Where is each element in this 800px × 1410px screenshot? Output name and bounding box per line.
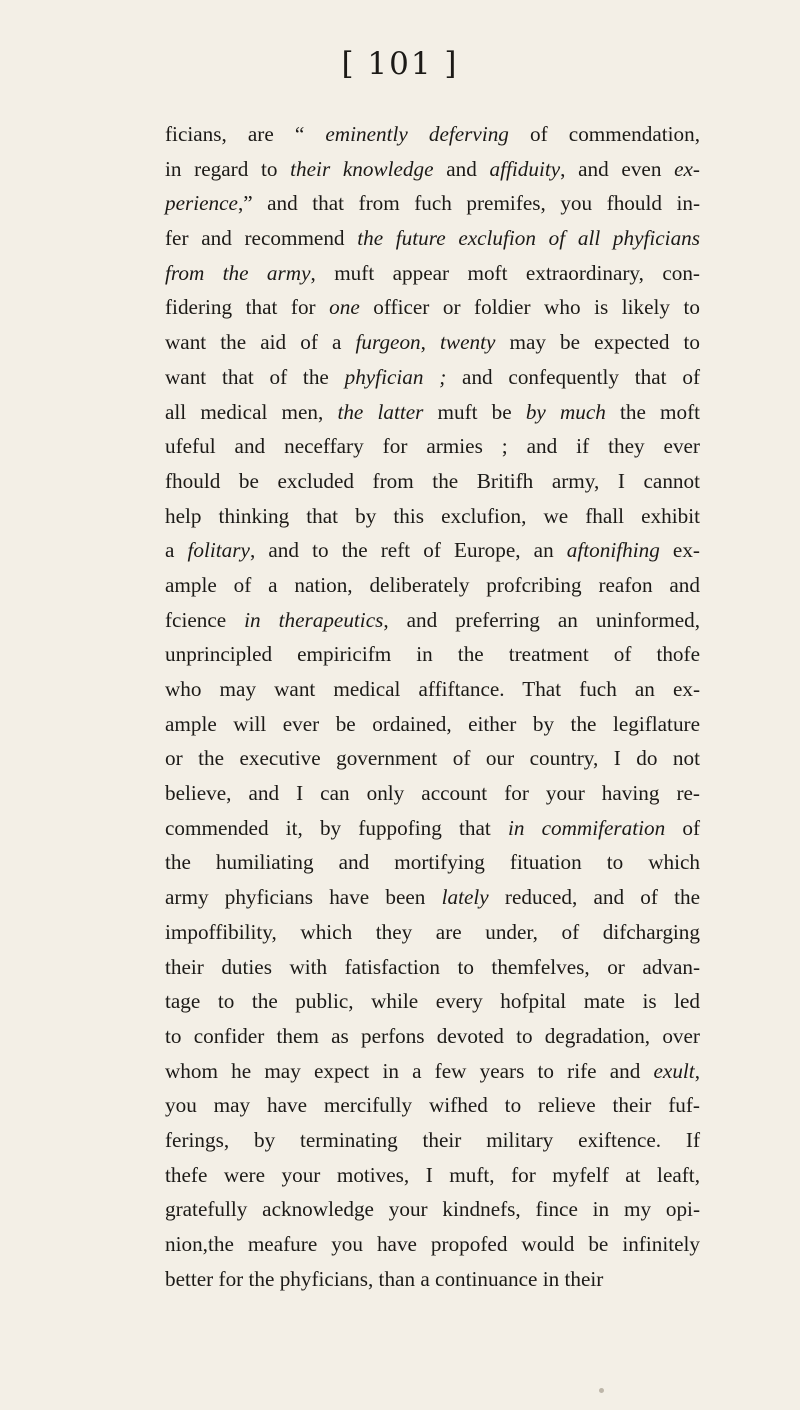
italic-text: perience (165, 191, 238, 216)
text-line (165, 915, 700, 950)
text-run: of (665, 815, 700, 840)
italic-text: affiduity (489, 156, 561, 181)
text-line (165, 1019, 700, 1054)
page-number-header: [ 101 ] (341, 46, 459, 82)
text-line (165, 776, 700, 811)
text-run: ficians, are “ (165, 122, 326, 146)
text-line (165, 811, 700, 846)
text-line (165, 360, 700, 395)
italic-text: eminently deferving (325, 122, 509, 146)
text-run: whom he may expect in a few years to rife and (165, 1058, 654, 1083)
text-run: their duties with fatisfaction to themfelves, or advan- (165, 954, 700, 979)
text-line (165, 325, 700, 360)
text-run: , and to the reft of Europe, an (249, 538, 567, 563)
text-run: want that of the (165, 364, 345, 389)
text-line (165, 499, 700, 534)
text-run: fcience (165, 607, 245, 632)
text-line (165, 186, 700, 221)
text-line (165, 429, 700, 464)
text-line (165, 741, 700, 776)
text-run: fer and recommend (165, 226, 358, 251)
text-line (165, 672, 700, 707)
italic-text: in commiferation (507, 815, 666, 840)
text-line (165, 984, 700, 1019)
italic-text: exult (653, 1058, 695, 1083)
text-run: to confider them as perfons devoted to degradation, over (165, 1023, 700, 1048)
text-run: gratefully acknowledge your kindnefs, fince in my opi- (165, 1197, 700, 1222)
italic-text: from the army (165, 260, 311, 285)
text-run: ufeful and neceffary for armies ; and if they ever (165, 434, 700, 459)
text-line (165, 1054, 700, 1089)
text-line (165, 1088, 700, 1123)
text-run: muft be (423, 399, 526, 424)
italic-text: folitary (187, 538, 250, 563)
text-line (165, 1227, 700, 1262)
text-run: commended it, by fuppofing that (165, 815, 508, 840)
italic-text: phyfician ; (344, 364, 447, 389)
text-line (165, 950, 700, 985)
text-line (165, 290, 700, 325)
text-run: the humiliating and mortifying fituation to which (165, 850, 700, 875)
text-run: and confequently that of (446, 364, 700, 389)
text-run: , and even (560, 156, 675, 181)
text-line (165, 880, 700, 915)
text-run: , muft appear moft extraordinary, con- (310, 260, 700, 285)
text-run: ferings, by terminating their military exiftence. If (165, 1127, 700, 1152)
text-line (165, 1123, 700, 1158)
text-line (165, 152, 700, 187)
text-run: unprincipled empiricifm in the treatment of thofe (165, 642, 700, 667)
text-run: , (694, 1058, 700, 1083)
text-line (165, 464, 700, 499)
text-run: better for the phyficians, than a continuance in their (165, 1266, 604, 1291)
text-line (165, 117, 700, 152)
text-run: in regard to (165, 156, 291, 181)
text-run: may be expected to (495, 330, 700, 355)
italic-text: their knowledge (290, 156, 434, 181)
italic-text: furgeon (355, 330, 421, 355)
italic-text: in therapeutics (244, 607, 384, 632)
text-line (165, 1192, 700, 1227)
text-line (165, 533, 700, 568)
text-line (165, 221, 700, 256)
text-run: of commendation, (508, 122, 701, 146)
text-line (165, 568, 700, 603)
text-run: who may want medical affiftance. That fuch an ex- (165, 677, 700, 701)
italic-text: twenty (440, 330, 496, 355)
text-run: thefe were your motives, I muft, for myfelf at leaft, (165, 1162, 700, 1187)
text-run: want the aid of a (165, 330, 356, 355)
text-run: reduced, and of the (488, 885, 700, 910)
text-run: all medical men, (165, 399, 338, 424)
text-line (165, 603, 700, 638)
text-run: and (433, 156, 490, 181)
text-line (165, 1262, 700, 1297)
text-run: ample will ever be ordained, either by the legiflature (165, 711, 700, 736)
body-text (165, 117, 700, 1296)
text-line (165, 256, 700, 291)
text-line (165, 845, 700, 880)
text-run: or the executive government of our country, I do not (165, 746, 700, 771)
italic-text: the latter (337, 399, 424, 424)
text-run: believe, and I can only account for your having re- (165, 781, 700, 806)
text-run: the moft (605, 399, 701, 424)
text-run: impoffibility, which they are under, of difcharging (165, 919, 700, 944)
italic-text: one (329, 295, 360, 320)
italic-text: by much (525, 399, 606, 424)
text-line (165, 637, 700, 672)
text-line (165, 1158, 700, 1193)
text-run: army phyficians have been (165, 885, 442, 910)
text-run: ,” and that from fuch premifes, you fhould in- (237, 191, 700, 216)
text-run: officer or foldier who is likely to (359, 295, 700, 320)
text-run: ex- (659, 538, 700, 563)
text-run: tage to the public, while every hofpital mate is led (165, 989, 700, 1014)
ink-speck (599, 1388, 604, 1393)
italic-text: the future exclufion of all phyficians (357, 226, 701, 251)
italic-text: aftonifhing (566, 538, 660, 563)
text-run: , (420, 330, 441, 355)
text-run: you may have mercifully wifhed to relieve their fuf- (165, 1093, 700, 1118)
text-run: ample of a nation, deliberately profcribing reafon and (165, 572, 700, 597)
italic-text: lately (441, 885, 489, 910)
text-run: help thinking that by this exclufion, we fhall exhibit (165, 503, 700, 528)
italic-text: ex- (674, 156, 700, 181)
text-line (165, 395, 700, 430)
text-run: fhould be excluded from the Britifh army, I cannot (165, 468, 700, 493)
text-line (165, 707, 700, 742)
text-run: a (165, 538, 188, 563)
text-run: nion,the meafure you have propofed would be infinitely (165, 1232, 700, 1256)
text-run: fidering that for (165, 295, 330, 320)
text-run: , and preferring an uninformed, (383, 607, 701, 632)
